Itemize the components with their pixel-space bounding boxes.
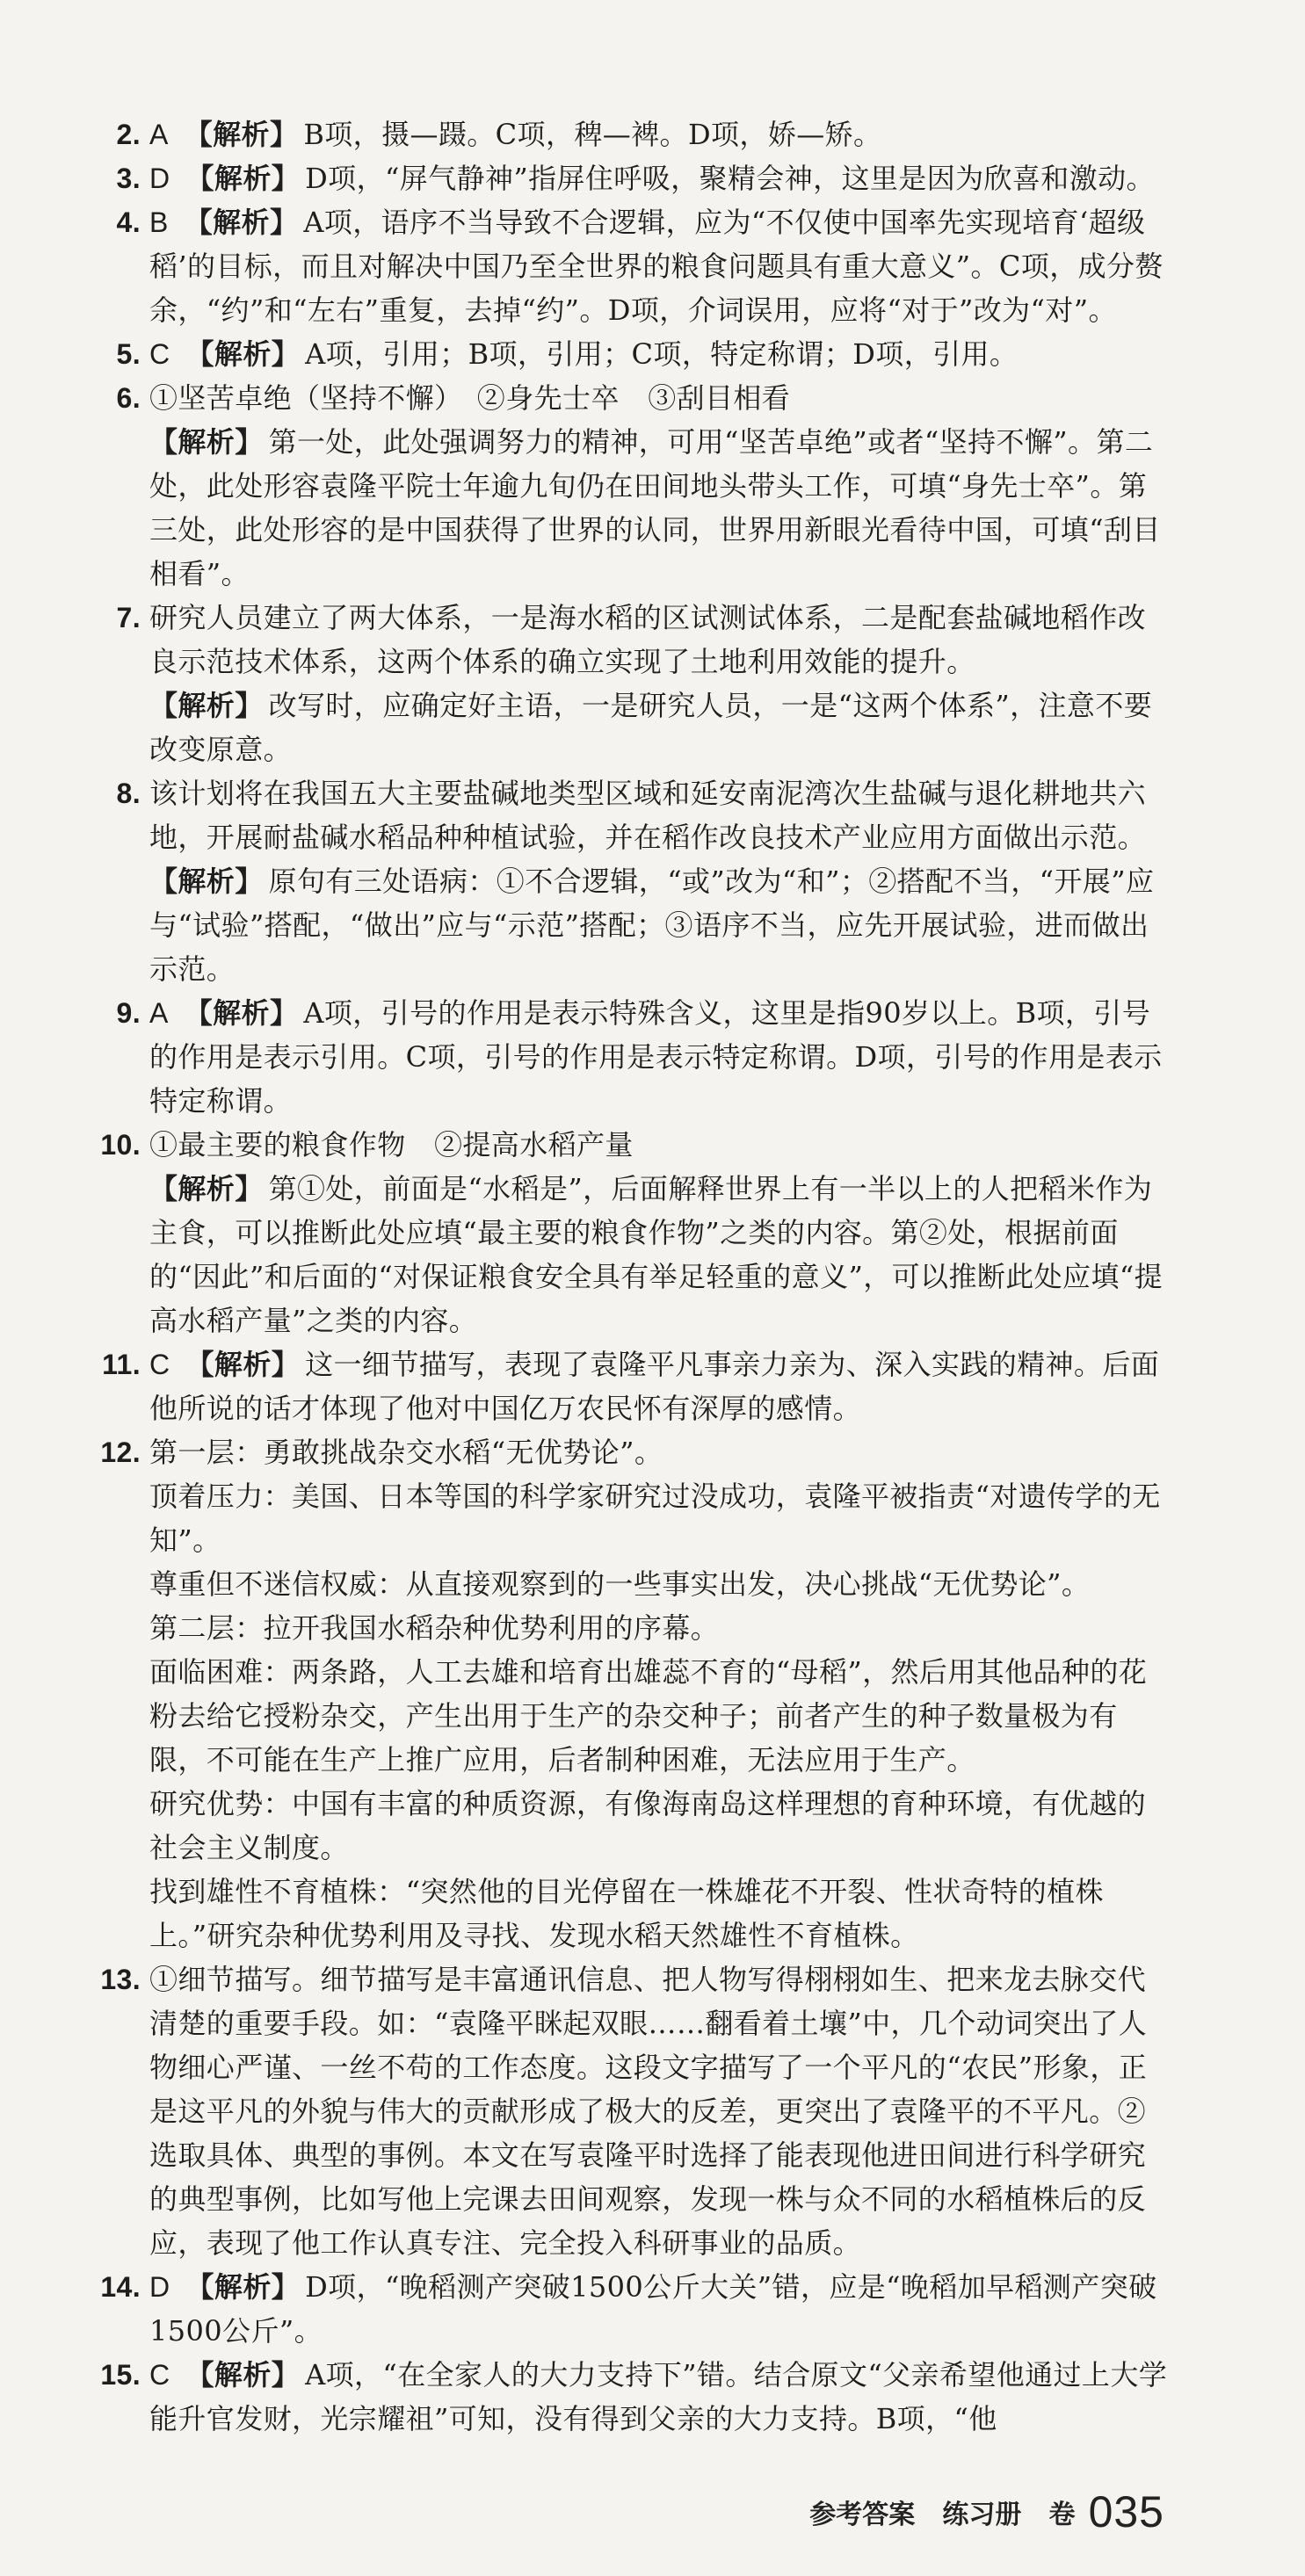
question-number: 11. [102, 1349, 141, 1380]
answer-paragraph [149, 1957, 1169, 2265]
answer-item [53, 112, 1169, 156]
answer-paragraph [149, 1167, 1169, 1342]
analysis-tag: 【解析】 [185, 2358, 301, 2391]
answer-paragraph [149, 596, 1169, 684]
answer-item [53, 332, 1169, 376]
answer-paragraph [149, 771, 1169, 859]
answer-body [149, 1123, 1169, 1342]
answer-text: 研究人员建立了两大体系，一是海水稻的区试测试体系，二是配套盐碱地稻作改良示范技术体系，这两个体系的确立实现了土地利用效能的提升。 [149, 601, 1147, 678]
answer-item [53, 376, 1169, 596]
answer-text: 尊重但不迷信权威：从直接观察到的一些事实出发，决心挑战“无优势论”。 [149, 1567, 1091, 1601]
question-number: 2. [116, 119, 141, 150]
answer-paragraph [149, 859, 1169, 991]
question-number: 9. [116, 997, 141, 1029]
page-number: 035 [1088, 2487, 1164, 2536]
answer-text: 第一层：勇敢挑战杂交水稻“无优势论”。 [149, 1436, 663, 1469]
answer-text: 第一处，此处强调努力的精神，可用“坚苦卓绝”或者“坚持不懈”。第二处，此处形容袁隆平院士年逾九旬仍在田间地头带头工作，可填“身先士卒”。第三处，此处形容的是中国获得了世界的认同，世界用新眼光看待中国，可填“刮目相看”。 [149, 425, 1161, 590]
page-footer [787, 2486, 1164, 2537]
answer-item [53, 1342, 1169, 1430]
question-number: 8. [116, 778, 141, 809]
answer-paragraph [149, 2353, 1169, 2441]
question-number: 12. [100, 1436, 141, 1468]
footer-volume-label: 卷 [1048, 2500, 1076, 2530]
answer-text: 第①处，前面是“水稻是”，后面解释世界上有一半以上的人把稻米作为主食，可以推断此处应填“最主要的粮食作物”之类的内容。第②处，根据前面的“因此”和后面的“对保证粮食安全具有举足轻重的意义”，可以推断此处应填“提高水稻产量”之类的内容。 [149, 1172, 1163, 1337]
answer-paragraph [149, 684, 1169, 771]
answer-text: 研究优势：中国有丰富的种质资源，有像海南岛这样理想的育种环境，有优越的社会主义制度。 [149, 1787, 1147, 1864]
analysis-tag: 【解析】 [184, 118, 299, 151]
answer-body [149, 991, 1169, 1123]
answer-text: 原句有三处语病：①不合逻辑，“或”改为“和”；②搭配不当，“开展”应与“试验”搭配，“做出”应与“示范”搭配；③语序不当，应先开展试验，进而做出示范。 [149, 865, 1155, 986]
answer-body [149, 771, 1169, 991]
analysis-tag: 【解析】 [184, 996, 299, 1030]
answer-text: 面临困难：两条路，人工去雄和培育出雄蕊不育的“母稻”，然后用其他品种的花粉去给它授粉杂交，产生出用于生产的杂交种子；前者产生的种子数量极为有限，不可能在生产上推广应用，后者制种困难，无法应用于生产。 [149, 1655, 1148, 1776]
answer-item [53, 2353, 1169, 2441]
answer-paragraph [149, 112, 1169, 156]
answer-paragraph [149, 376, 1169, 420]
answer-text: 第二层：拉开我国水稻杂种优势利用的序幕。 [149, 1611, 720, 1645]
answer-paragraph [149, 1782, 1169, 1870]
answer-choice: B [149, 206, 169, 238]
question-number: 10. [100, 1129, 141, 1161]
answer-item [53, 2265, 1169, 2353]
footer-reference-label: 参考答案 [809, 2500, 916, 2530]
answer-body [149, 596, 1169, 771]
answer-body [149, 2353, 1169, 2441]
answer-item [53, 200, 1169, 332]
answer-paragraph [149, 991, 1169, 1123]
answer-body [149, 1342, 1169, 1430]
answer-paragraph [149, 1870, 1169, 1957]
answer-item [53, 1123, 1169, 1342]
answer-text: 该计划将在我国五大主要盐碱地类型区域和延安南泥湾次生盐碱与退化耕地共六地，开展耐盐碱水稻品种种植试验，并在稻作改良技术产业应用方面做出示范。 [149, 777, 1147, 854]
answer-text: ①坚苦卓绝（坚持不懈） ②身先士卒 ③刮目相看 [149, 381, 791, 415]
question-number: 14. [100, 2271, 141, 2303]
answer-paragraph [149, 1342, 1169, 1430]
answer-text: A项，“在全家人的大力支持下”错。结合原文“父亲希望他通过上大学能升官发财，光宗耀祖”可知，没有得到父亲的大力支持。B项，“他 [149, 2358, 1168, 2435]
analysis-tag: 【解析】 [185, 337, 301, 371]
answer-paragraph [149, 2265, 1169, 2353]
answer-paragraph [149, 1650, 1169, 1782]
answer-choice: C [149, 338, 170, 370]
answer-choice: A [149, 119, 169, 150]
answer-text: ①细节描写。细节描写是丰富通讯信息、把人物写得栩栩如生、把来龙去脉交代清楚的重要手段。如：“袁隆平眯起双眼……翻看着土壤”中，几个动词突出了人物细心严谨、一丝不苟的工作态度。这段文字描写了一个平凡的“农民”形象，正是这平凡的外貌与伟大的贡献形成了极大的反差，更突出了袁隆平的不平凡。②选取具体、典型的事例。本文在写袁隆平时选择了能表现他进田间进行科学研究的典型事例，比如写他上完课去田间观察，发现一株与众不同的水稻植株后的反应，表现了他工作认真专注、完全投入科研事业的品质。 [149, 1963, 1148, 2260]
analysis-tag: 【解析】 [149, 425, 264, 459]
answer-text: D项，“晚稻测产突破1500公斤大关”错，应是“晚稻加早稻测产突破1500公斤”。 [149, 2270, 1157, 2348]
footer-workbook-label: 练习册 [942, 2500, 1022, 2530]
answer-item [53, 156, 1169, 200]
answer-paragraph [149, 1474, 1169, 1562]
answer-text: 找到雄性不育植株：“突然他的目光停留在一株雄花不开裂、性状奇特的植株上。”研究杂种优势利用及寻找、发现水稻天然雄性不育植株。 [149, 1875, 1104, 1952]
answer-text: B项，摄—蹑。C项，稗—裨。D项，娇—矫。 [303, 118, 882, 151]
answer-paragraph [149, 1123, 1169, 1167]
analysis-tag: 【解析】 [185, 162, 301, 195]
answer-text: A项，引号的作用是表示特殊含义，这里是指90岁以上。B项，引号的作用是表示引用。C项，引号的作用是表示特定称谓。D项，引号的作用是表示特定称谓。 [149, 996, 1163, 1118]
analysis-tag: 【解析】 [149, 689, 264, 722]
answer-text: A项，语序不当导致不合逻辑，应为“不仅使中国率先实现培育‘超级稻’的目标，而且对解决中国乃至全世界的粮食问题具有重大意义”。C项，成分赘余，“约”和“左右”重复，去掉“约”。D项，介词误用，应将“对于”改为“对”。 [149, 206, 1164, 327]
answer-item [53, 1957, 1169, 2265]
answer-text: A项，引用；B项，引用；C项，特定称谓；D项，引用。 [305, 337, 1019, 371]
answer-body [149, 1430, 1169, 1957]
analysis-tag: 【解析】 [185, 2270, 301, 2304]
answer-text: 改写时，应确定好主语，一是研究人员，一是“这两个体系”，注意不要改变原意。 [149, 689, 1153, 766]
answer-body [149, 112, 1169, 156]
answer-item [53, 596, 1169, 771]
answer-list [53, 112, 1169, 2441]
answer-paragraph [149, 200, 1169, 332]
answer-body [149, 2265, 1169, 2353]
answer-text: 顶着压力：美国、日本等国的科学家研究过没成功，袁隆平被指责“对遗传学的无知”。 [149, 1480, 1161, 1557]
answer-body [149, 332, 1169, 376]
answer-item [53, 771, 1169, 991]
answer-text: ①最主要的粮食作物 ②提高水稻产量 [149, 1128, 634, 1161]
answer-choice: D [149, 163, 170, 194]
answer-choice: C [149, 2359, 170, 2391]
answer-paragraph [149, 1562, 1169, 1606]
answer-choice: D [149, 2271, 170, 2303]
question-number: 4. [116, 206, 141, 238]
question-number: 5. [116, 338, 141, 370]
answer-body [149, 1957, 1169, 2265]
answer-paragraph [149, 420, 1169, 596]
answer-body [149, 200, 1169, 332]
answer-choice: C [149, 1349, 170, 1380]
analysis-tag: 【解析】 [185, 1348, 301, 1381]
answer-paragraph [149, 156, 1169, 200]
answer-item [53, 991, 1169, 1123]
answer-body [149, 376, 1169, 596]
answer-paragraph [149, 1606, 1169, 1650]
answer-item [53, 1430, 1169, 1957]
question-number: 15. [100, 2359, 141, 2391]
analysis-tag: 【解析】 [184, 206, 299, 239]
answer-paragraph [149, 1430, 1169, 1474]
analysis-tag: 【解析】 [149, 865, 264, 898]
question-number: 3. [116, 163, 141, 194]
answer-paragraph [149, 332, 1169, 376]
answer-text: 这一细节描写，表现了袁隆平凡事亲力亲为、深入实践的精神。后面他所说的话才体现了他对中国亿万农民怀有深厚的感情。 [149, 1348, 1160, 1425]
question-number: 7. [116, 602, 141, 633]
analysis-tag: 【解析】 [149, 1172, 264, 1205]
answer-choice: A [149, 997, 169, 1029]
question-number: 13. [100, 1964, 141, 1995]
answer-text: D项，“屏气静神”指屏住呼吸，聚精会神，这里是因为欣喜和激动。 [305, 162, 1155, 195]
question-number: 6. [116, 382, 141, 414]
answer-body [149, 156, 1169, 200]
